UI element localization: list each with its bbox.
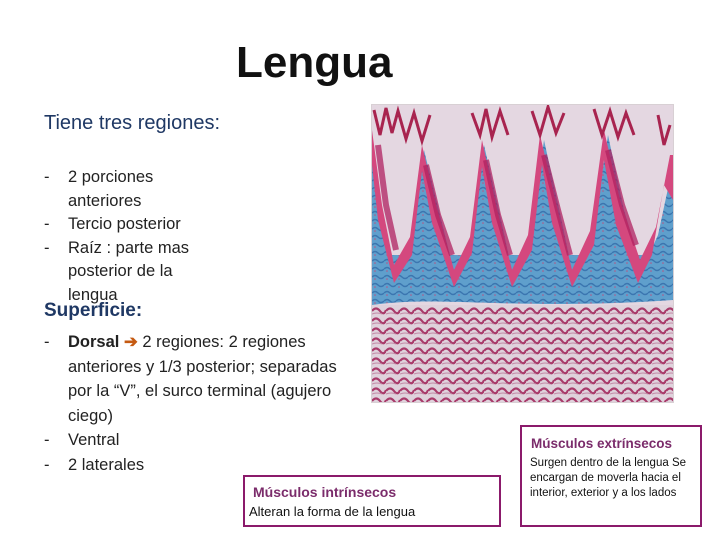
list-item <box>44 166 214 213</box>
dorsal-term: Dorsal <box>68 333 120 351</box>
region-item-label: 2 porciones anteriores <box>68 168 154 210</box>
dorsal-description: 2 regiones: 2 regiones anteriores y 1/3 posterior; separadas por la “V”, el surco terminal (agujero ciego) <box>68 333 337 425</box>
ventral-label: Ventral <box>68 431 120 449</box>
histology-picture <box>372 105 673 402</box>
laterales-label: 2 laterales <box>68 455 145 474</box>
region-item-label: Raíz : parte mas posterior de la lengua <box>68 238 190 304</box>
slide-title: Lengua <box>236 38 393 87</box>
surface-heading: Superficie: <box>44 300 143 321</box>
extrinsic-muscles-text: Surgen dentro de la lengua Se encargan de moverla hacia el interior, exterior y a los lados <box>530 457 687 499</box>
regions-list <box>44 166 214 307</box>
bullet-dash: - <box>44 238 50 257</box>
list-item <box>44 213 214 237</box>
bullet-dash: - <box>44 431 50 449</box>
extrinsic-muscles-box <box>520 425 702 527</box>
tongue-histology-image <box>371 104 674 403</box>
list-item <box>44 237 214 308</box>
list-item <box>44 453 344 478</box>
bullet-dash: - <box>44 215 50 233</box>
regions-heading: Tiene tres regiones: <box>44 112 221 134</box>
region-item-label: Tercio posterior <box>68 215 181 233</box>
list-item <box>44 330 344 428</box>
bullet-dash: - <box>44 333 50 351</box>
bullet-dash: - <box>44 168 50 186</box>
arrow-icon: ➔ <box>123 333 138 351</box>
bullet-dash: - <box>44 455 50 474</box>
intrinsic-muscles-text: Alteran la forma de la lengua <box>249 504 416 519</box>
surface-list <box>44 330 344 477</box>
intrinsic-muscles-title: Músculos intrínsecos <box>253 484 397 500</box>
list-item <box>44 428 344 453</box>
extrinsic-muscles-title: Músculos extrínsecos <box>531 436 673 451</box>
intrinsic-muscles-box <box>243 475 501 527</box>
